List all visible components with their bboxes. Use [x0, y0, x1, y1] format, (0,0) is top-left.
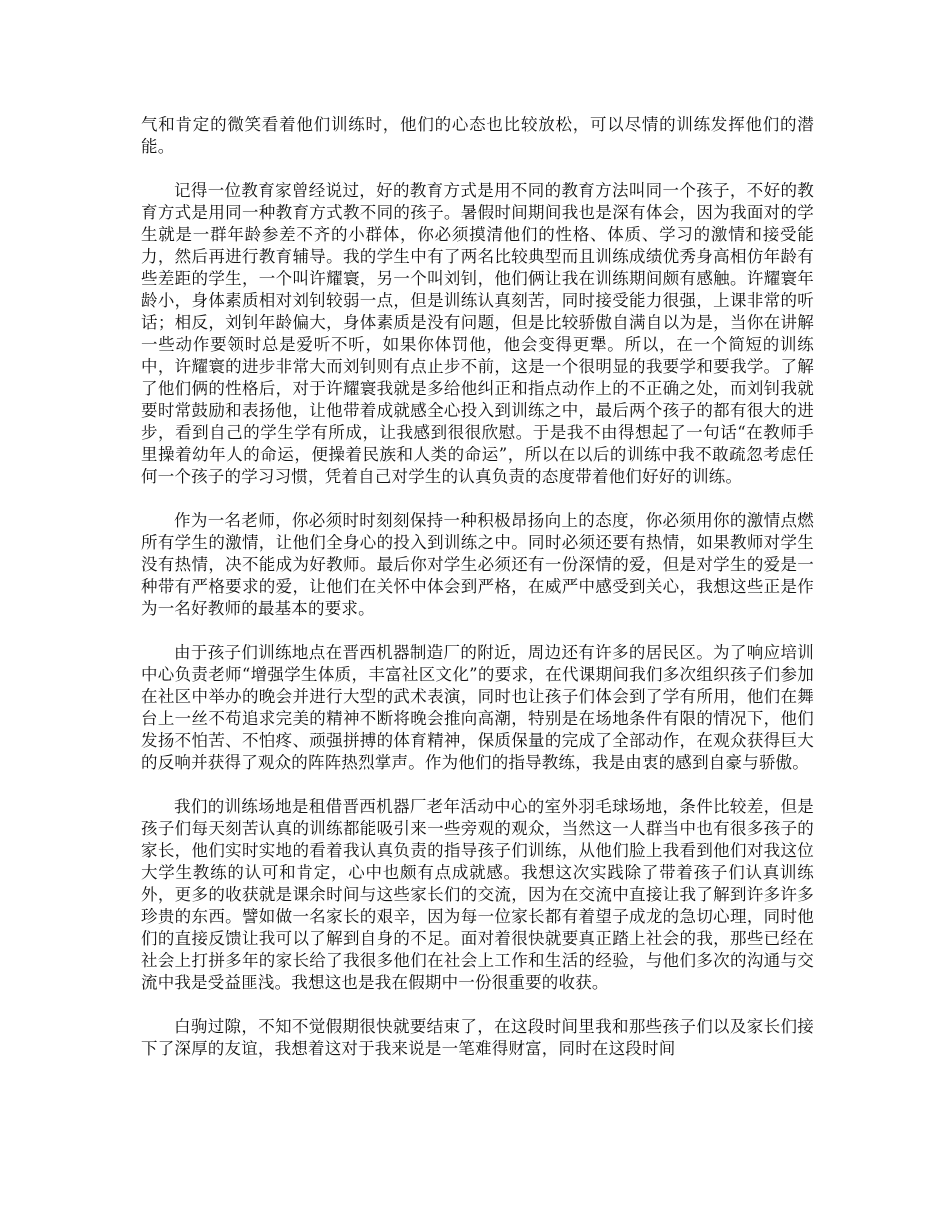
paragraph-parents-communication: 我们的训练场地是租借晋西机器厂老年活动中心的室外羽毛球场地，条件比较差，但是孩子们每天刻苦认真的训练都能吸引来一些旁观的观众，当然这一人群当中也有很多孩子的家长，他们实时实地的看着我认真负责的指导孩子们训练，从他们脸上我看到他们对我这位大学生教练的认可和肯定，心中也颇有点成就感。我想这次实践除了带着孩子们认真训练外，更多的收获就是课余时间与这些家长们的交流，因为在交流中直接让我了解到许多许多珍贵的东西。譬如做一名家长的艰辛，因为每一位家长都有着望子成龙的急切心理，同时他们的直接反馈让我可以了解到自身的不足。面对着很快就要真正踏上社会的我，那些已经在社会上打拼多年的家长给了我很多他们在社会上工作和生活的经验，与他们多次的沟通与交流中我是受益匪浅。我想这也是我在假期中一份很重要的收获。 [141, 797, 814, 992]
paragraph-closing: 白驹过隙，不知不觉假期很快就要结束了，在这段时间里我和那些孩子们以及家长们接下了深厚的友谊，我想着这对于我来说是一笔难得财富，同时在这段时间 [141, 1017, 814, 1058]
paragraph-continued: 气和肯定的微笑看着他们训练时，他们的心态也比较放松，可以尽情的训练发挥他们的潜能。 [141, 115, 814, 156]
document-body [141, 114, 814, 1082]
paragraph-community-performance: 由于孩子们训练地点在晋西机器制造厂的附近，周边还有许多的居民区。为了响应培训中心负责老师“增强学生体质，丰富社区文化”的要求，在代课期间我们多次组织孩子们参加在社区中举办的晚会并进行大型的武术表演，同时也让孩子们体会到了学有所用，他们在舞台上一丝不苟追求完美的精神不断将晚会推向高潮，特别是在场地条件有限的情况下，他们发扬不怕苦、不怕疼、顽强拼搏的体育精神，保质保量的完成了全部动作，在观众获得巨大的反响并获得了观众的阵阵热烈掌声。作为他们的指导教练，我是由衷的感到自豪与骄傲。 [141, 643, 814, 772]
paragraph-teacher-attitude: 作为一名老师，你必须时时刻刻保持一种积极昂扬向上的态度，你必须用你的激情点燃所有学生的激情，让他们全身心的投入到训练之中。同时必须还要有热情，如果教师对学生没有热情，决不能成为好教师。最后你对学生必须还有一份深情的爱，但是对学生的爱是一种带有严格要求的爱，让他们在关怀中体会到严格，在威严中感受到关心，我想这些正是作为一名好教师的最基本的要求。 [141, 511, 814, 618]
paragraph-teaching-methods: 记得一位教育家曾经说过，好的教育方式是用不同的教育方法叫同一个孩子，不好的教育方式是用同一种教育方式教不同的孩子。暑假时间期间我也是深有体会，因为我面对的学生就是一群年龄参差不齐的小群体，你必须摸清他们的性格、体质、学习的激情和接受能力，然后再进行教育辅导。我的学生中有了两名比较典型而且训练成绩优秀身高相仿年龄有些差距的学生，一个叫许耀寰，另一个叫刘钊，他们俩让我在训练期间颇有感触。许耀寰年龄小，身体素质相对刘钊较弱一点，但是训练认真刻苦，同时接受能力很强，上课非常的听话；相反，刘钊年龄偏大，身体素质是没有问题，但是比较骄傲自满自以为是，当你在讲解一些动作要领时总是爱听不听，如果你体罚他，他会变得更犟。所以，在一个简短的训练中，许耀寰的进步非常大而刘钊则有点止步不前，这是一个很明显的我要学和要我学。了解了他们俩的性格后，对于许耀寰我就是多给他纠正和指点动作上的不正确之处，而刘钊我就要时常鼓励和表扬他，让他带着成就感全心投入到训练之中，最后两个孩子的都有很大的进步，看到自己的学生学有所成，让我感到很很欣慰。于是我不由得想起了一句话“在教师手里操着幼年人的命运，便操着民族和人类的命运”，所以在以后的训练中我不敢疏忽考虑任何一个孩子的学习习惯，凭着自己对学生的认真负责的态度带着他们好好的训练。 [141, 181, 814, 486]
